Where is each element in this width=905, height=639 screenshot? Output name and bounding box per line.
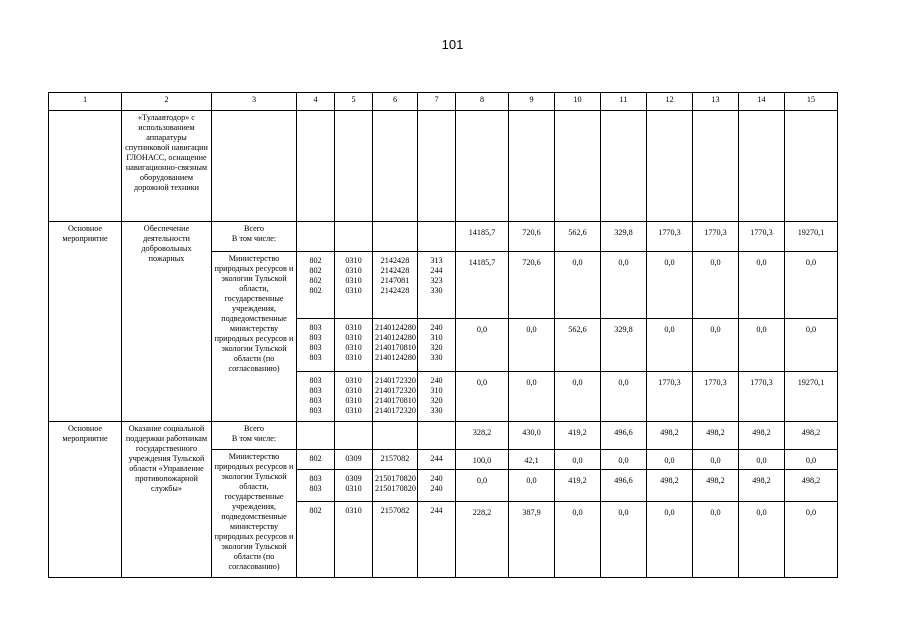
cell-line: В том числе: [231, 434, 277, 443]
measure-name-cell: Обеспечение деятельности добровольных пожарных [122, 222, 212, 422]
value-cell: 0,0 [693, 502, 739, 578]
cell-line: 0310 [345, 323, 362, 332]
cell-line: 802 [309, 454, 322, 463]
table-row [49, 422, 838, 450]
cell-line: 0310 [345, 396, 362, 405]
measure-name-cell: «Тулаавтодор» с использованием аппаратуры спутниковой навигации ГЛОНАСС, оснащение навигационно-связным оборудованием дорожной техники [122, 111, 212, 222]
value-cell: 419,2 [555, 470, 601, 502]
cell-line: 2140124280 [375, 333, 416, 342]
cell-line: 244 [430, 454, 443, 463]
code-cell [335, 252, 373, 319]
value-cell: 19270,1 [785, 372, 838, 422]
value-cell: 329,8 [601, 222, 647, 252]
code-cell [373, 450, 418, 470]
code-cell [297, 372, 335, 422]
value-cell: 0,0 [693, 252, 739, 319]
cell-line: 320 [430, 396, 443, 405]
value-cell: 0,0 [739, 450, 785, 470]
cell-line: 2140172320 [375, 376, 416, 385]
cell-line: 0310 [345, 353, 362, 362]
cell-line: 323 [430, 276, 443, 285]
value-cell: 387,9 [509, 502, 555, 578]
value-cell: 0,0 [456, 470, 509, 502]
cell-line: 802 [309, 256, 322, 265]
code-cell [418, 450, 456, 470]
value-cell: 100,0 [456, 450, 509, 470]
code-cell [373, 319, 418, 372]
cell-line: 240 [430, 323, 443, 332]
value-cell: 498,2 [693, 422, 739, 450]
cell-line: 2140124280 [375, 353, 416, 362]
value-cell: 0,0 [509, 470, 555, 502]
value-cell: 42,1 [509, 450, 555, 470]
value-cell: 0,0 [555, 450, 601, 470]
cell-line: 0310 [345, 386, 362, 395]
header-cell: 5 [335, 93, 373, 111]
cell-line: 0310 [345, 506, 362, 515]
value-cell: 0,0 [739, 502, 785, 578]
cell-line: 2157082 [380, 454, 410, 463]
cell-line: 803 [309, 333, 322, 342]
cell-line: 0310 [345, 376, 362, 385]
cell-line: 803 [309, 474, 322, 483]
code-cell [335, 502, 373, 578]
value-cell: 228,2 [456, 502, 509, 578]
cell-line: 2142428 [380, 286, 410, 295]
cell-line: 2140124280 [375, 323, 416, 332]
header-cell: 14 [739, 93, 785, 111]
value-cell: 419,2 [555, 422, 601, 450]
cell-line: 330 [430, 353, 443, 362]
code-cell [297, 319, 335, 372]
value-cell: 0,0 [601, 372, 647, 422]
value-cell: 496,6 [601, 422, 647, 450]
measure-type-cell: Основное мероприятие [49, 222, 122, 422]
value-cell: 0,0 [647, 502, 693, 578]
value-cell: 498,2 [693, 470, 739, 502]
value-cell: 0,0 [647, 319, 693, 372]
cell-line: 2140170810 [375, 343, 416, 352]
value-cell: 1770,3 [739, 372, 785, 422]
cell-line: 0309 [345, 474, 362, 483]
value-cell: 562,6 [555, 222, 601, 252]
value-cell: 0,0 [456, 319, 509, 372]
cell-line: 244 [430, 266, 443, 275]
value-cell: 0,0 [693, 319, 739, 372]
cell-line: 802 [309, 506, 322, 515]
value-cell: 0,0 [601, 252, 647, 319]
cell-line: 802 [309, 276, 322, 285]
value-cell: 498,2 [739, 470, 785, 502]
header-cell: 12 [647, 93, 693, 111]
cell-line: 330 [430, 286, 443, 295]
cell-line: Всего [243, 224, 265, 233]
cell-line: 0310 [345, 343, 362, 352]
cell-line: 802 [309, 266, 322, 275]
code-cell [335, 319, 373, 372]
value-cell: 1770,3 [647, 372, 693, 422]
value-cell: 720,6 [509, 252, 555, 319]
header-cell: 6 [373, 93, 418, 111]
header-cell: 8 [456, 93, 509, 111]
value-cell: 0,0 [555, 502, 601, 578]
value-cell: 328,2 [456, 422, 509, 450]
value-cell: 0,0 [693, 450, 739, 470]
value-cell: 14185,7 [456, 222, 509, 252]
code-cell [335, 470, 373, 502]
table-row [49, 111, 838, 222]
value-cell: 1770,3 [739, 222, 785, 252]
value-cell: 430,0 [509, 422, 555, 450]
cell-line: 0310 [345, 266, 362, 275]
value-cell: 498,2 [647, 470, 693, 502]
header-cell: 11 [601, 93, 647, 111]
value-cell: 0,0 [601, 502, 647, 578]
measure-type-cell: Основное мероприятие [49, 422, 122, 578]
value-cell: 1770,3 [647, 222, 693, 252]
cell-line: 803 [309, 323, 322, 332]
cell-line: 313 [430, 256, 443, 265]
value-cell: 0,0 [555, 372, 601, 422]
value-cell: 0,0 [785, 450, 838, 470]
value-cell: 14185,7 [456, 252, 509, 319]
value-cell: 0,0 [456, 372, 509, 422]
cell-line: 330 [430, 406, 443, 415]
header-row [49, 93, 838, 111]
value-cell: 496,6 [601, 470, 647, 502]
cell-line: 2142428 [380, 266, 410, 275]
code-cell [335, 450, 373, 470]
cell-line: 310 [430, 386, 443, 395]
cell-line: 240 [430, 376, 443, 385]
header-cell: 1 [49, 93, 122, 111]
value-cell: 720,6 [509, 222, 555, 252]
header-cell: 4 [297, 93, 335, 111]
value-cell: 329,8 [601, 319, 647, 372]
cell-line: 2140172320 [375, 406, 416, 415]
cell-line: Всего [243, 424, 265, 433]
cell-line: В том числе: [231, 234, 277, 243]
cell-line: 2150170820 [375, 474, 416, 483]
header-cell: 15 [785, 93, 838, 111]
cell-line: 2150170820 [375, 484, 416, 493]
cell-line: 803 [309, 406, 322, 415]
total-label-cell [212, 422, 297, 450]
header-cell: 2 [122, 93, 212, 111]
executor-cell: Министерство природных ресурсов и экологии Тульской области, государственные учреждения, подведомственные министерству природных ресурсов и экологии Тульской области (по согласованию) [212, 252, 297, 422]
code-cell [418, 319, 456, 372]
cell-line: 0310 [345, 484, 362, 493]
value-cell: 0,0 [509, 372, 555, 422]
code-cell [418, 470, 456, 502]
value-cell: 0,0 [739, 252, 785, 319]
header-cell: 3 [212, 93, 297, 111]
value-cell: 1770,3 [693, 222, 739, 252]
cell-line: 0310 [345, 286, 362, 295]
cell-line: 802 [309, 286, 322, 295]
value-cell: 0,0 [785, 502, 838, 578]
cell-line: 0310 [345, 406, 362, 415]
code-cell [297, 470, 335, 502]
code-cell [373, 372, 418, 422]
code-cell [418, 502, 456, 578]
cell-line: 803 [309, 376, 322, 385]
cell-line: 2142428 [380, 256, 410, 265]
page-number: 101 [441, 37, 464, 52]
value-cell: 19270,1 [785, 222, 838, 252]
table-row [49, 222, 838, 252]
executor-cell: Министерство природных ресурсов и экологии Тульской области, государственные учреждения, подведомственные министерству природных ресурсов и экологии Тульской области (по согласованию) [212, 450, 297, 578]
value-cell: 498,2 [647, 422, 693, 450]
cell-line: 0309 [345, 454, 362, 463]
code-cell [418, 372, 456, 422]
value-cell: 0,0 [739, 319, 785, 372]
code-cell [297, 502, 335, 578]
cell-line: 240 [430, 484, 443, 493]
budget-table [48, 92, 838, 578]
cell-line: 244 [430, 506, 443, 515]
value-cell: 562,6 [555, 319, 601, 372]
value-cell: 0,0 [555, 252, 601, 319]
value-cell: 0,0 [647, 450, 693, 470]
value-cell: 0,0 [601, 450, 647, 470]
header-cell: 10 [555, 93, 601, 111]
cell-line: 0310 [345, 256, 362, 265]
code-cell [297, 450, 335, 470]
header-cell: 13 [693, 93, 739, 111]
cell-line: 803 [309, 484, 322, 493]
code-cell [373, 252, 418, 319]
cell-line: 2140170810 [375, 396, 416, 405]
cell-line: 803 [309, 396, 322, 405]
value-cell: 0,0 [785, 319, 838, 372]
cell-line: 0310 [345, 276, 362, 285]
code-cell [418, 252, 456, 319]
code-cell [373, 470, 418, 502]
total-label-cell [212, 222, 297, 252]
cell-line: 803 [309, 353, 322, 362]
value-cell: 498,2 [739, 422, 785, 450]
cell-line: 803 [309, 386, 322, 395]
measure-name-cell: Оказание социальной поддержки работникам государственного учреждения Тульской области «Управление противопожарной службы» [122, 422, 212, 578]
header-cell: 9 [509, 93, 555, 111]
cell-line: 240 [430, 474, 443, 483]
cell-line: 310 [430, 333, 443, 342]
cell-line: 2147081 [380, 276, 410, 285]
code-cell [373, 502, 418, 578]
cell-line: 803 [309, 343, 322, 352]
value-cell: 498,2 [785, 422, 838, 450]
value-cell: 0,0 [509, 319, 555, 372]
value-cell: 498,2 [785, 470, 838, 502]
cell-line: 320 [430, 343, 443, 352]
code-cell [335, 372, 373, 422]
value-cell: 0,0 [785, 252, 838, 319]
code-cell [297, 252, 335, 319]
cell-line: 2157082 [380, 506, 410, 515]
cell-line: 2140172320 [375, 386, 416, 395]
cell-line: 0310 [345, 333, 362, 342]
value-cell: 0,0 [647, 252, 693, 319]
value-cell: 1770,3 [693, 372, 739, 422]
header-cell: 7 [418, 93, 456, 111]
